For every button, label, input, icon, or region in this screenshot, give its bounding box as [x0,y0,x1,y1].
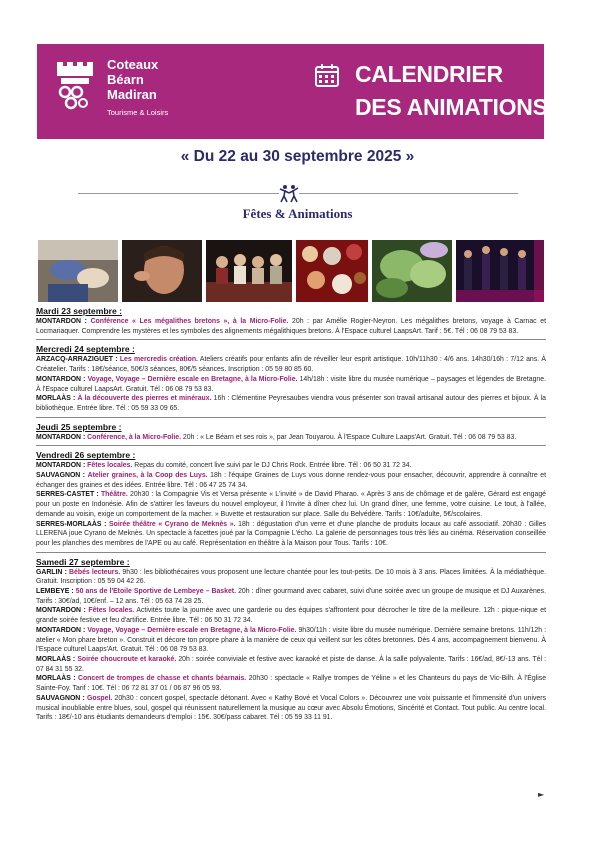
day-heading: Mardi 23 septembre : [36,306,122,316]
event-place: MONTARDON : [36,375,86,383]
event-details: Repas du comité, concert live suivi par le DJ Chris Rock. Entrée libre. Tél : 06 50 31 72 34. [134,462,412,470]
section-title: Fêtes & Animations [242,206,353,221]
event-details: 18h : dégustation d'un verre et d'une planche de produits locaux au café associatif. 20h30 : Gilles LLERENA joue Cyrano de Meknès. Un spectacle à facettes joué par la Compagnie L'écho. La galerie de personnages tous très liés au cinéma. Réservation conseillée pour les planches des membres de l'APE ou au café. Représentation en théâtre à la Maison pour Tous. Tarifs : 10€. [36,520,546,547]
event-details: 20h30 : concert gospel, spectacle détonant. Avec « Kathy Bové et Vocal Colors ». Découvrez une voix puissante et l'immensité d'un univers musical inoubliable entre blues, soul, gospel qui réunissent naturellement la musique au cœur avec Absolu Émotions, Sincérité et Contact. Tout public. Au centre local. Tarifs : 18€/-10 ans étudiants demandeurs d'emploi : 15€. 30€/pass cabaret. Tél : 05 59 33 11 91. [36,694,546,722]
event-title: Fêtes locales. [87,462,133,470]
photo-theatre-group [206,240,292,302]
banner-title-line2: DES ANIMATIONS [355,94,548,120]
event-title: Voyage, Voyage – Dernière escale en Bretagne, à la Micro-Folie. [87,375,298,383]
event-details: 20h : soirée conviviale et festive avec karaoké et piste de danse. À la salle polyvalente. Tarifs : 16€/ad, 8€/-13 ans. Tél : 07 84 31 55 32. [36,655,547,673]
event-details: 20h : par Amélie Rogier-Neyron. Les mégalithes bretons, voyage à Carnac et Locmariaquer. Comprendre les mystères et les symboles des alignements mégalithiques bretons. À l'Espace culturel LaapsArt. Tarif : 5€. Tél : 06 08 79 53 83. [36,318,546,335]
event-item [36,655,546,674]
event-details: 14h/18h : visite libre du musée numérique – paysages et légendes de Bretagne. À l'Espace culturel LaapsArt. Gratuit. Tél : 06 08 79 53 83. [36,375,547,393]
event-place: SAUVAGNON : [36,694,85,702]
event-item [36,433,546,447]
logo-text [107,57,158,102]
event-details: 20h : « Le Béarn et ses rois », par Jean Touyarou. À l'Espace Culture Laaps'Art. Gratuit. Tél : 06 08 79 53 83. [182,433,517,441]
event-item [36,694,546,723]
event-place: SERRES-MORLAÀS : [36,520,107,528]
event-place: LEMBEYE : [36,588,74,596]
event-place: MORLAÀS : [36,675,76,683]
event-item [36,674,546,693]
event-details: 18h : l'équipe Graines de Luys vous donne rendez-vous pour ensacher, découvrir, apprendre à connaître et échanger des graines et des idées. Entrée libre. Tél : 06 47 25 74 34. [36,472,546,489]
events-list [36,306,546,723]
event-item [36,394,546,417]
castle-grapes-logo-icon [55,56,95,116]
event-item [36,568,546,587]
photo-food-pastries [296,240,368,302]
next-page-arrow-icon[interactable]: ► [538,790,545,799]
event-title: Théâtre. [100,491,128,499]
event-item [36,606,546,625]
event-title: Voyage, Voyage – Dernière escale en Bretagne, à la Micro-Folie. [87,626,297,634]
day-heading: Samedi 27 septembre : [36,556,130,567]
event-title: Bébés lecteurs. [69,568,121,576]
event-title: Concert de trompes de chasse et chants béarnais. [78,675,247,683]
date-range: « Du 22 au 30 septembre 2025 » [180,148,415,165]
photo-hydrangea-flowers [372,240,452,302]
event-place: MONTARDON : [36,607,86,615]
banner-title [355,58,548,124]
event-place: MONTARDON : [36,318,87,325]
event-place: SAUVAGNON : [36,472,86,480]
dancing-figures-icon [279,183,299,205]
event-item [36,587,546,606]
event-title: Conférence, à la Micro-Folie. [87,433,181,441]
day-heading: Mercredi 24 septembre : [36,344,135,355]
event-title: Conférence « Les mégalithes bretons », à la Micro-Folie. [90,318,289,325]
event-details: Activités toute la journée avec une garderie ou des équipes s'affrontent pour décrocher le titre de la meilleure. 12h : pique-nique et grande soirée festive et feu d'artifice. Entrée libre. Tél : 06 50 31 72 34. [36,607,546,625]
day-heading: Vendredi 26 septembre : [36,450,136,461]
event-title: 50 ans de l'Etoile Sportive de Lembeye – Basket. [75,588,237,596]
banner-title-line1: CALENDRIER [355,61,503,87]
event-title: Atelier graines, à la Coop des Luys. [87,472,208,480]
event-details: 20h30 : spectacle « Rallye trompes de Yéline » et les Chanteurs du pays de Vic-Bilh. À l'Église Sainte-Foy. Tarif : 10€. Tél : 06 72 81 37 01 / 06 87 96 05 93. [36,675,547,693]
event-details: 9h30 : les bibliothécaires vous proposent une lecture chantée pour les tout-petits. De 10 mois à 3 ans. Places limitées. À la médiathèque. Gratuit. Inscription : 05 59 04 42 26. [36,568,547,586]
event-details: 20h : dîner gourmand avec cabaret, suivi d'une soirée avec un groupe de musique et DJ Auxarènes. Tarifs : 30€/ad, 10€/enf. – 12 ans. Tél : 05 63 74 28 25. [36,588,546,605]
event-place: SERRES-CASTET : [36,491,99,499]
logo-line: Béarn [107,72,144,87]
event-place: MONTARDON : [36,626,86,634]
event-place: MONTARDON : [36,433,86,441]
event-item [36,471,546,490]
event-place: GARLIN : [36,568,67,576]
event-title: Fêtes locales. [88,607,135,615]
event-title: Gospel. [87,694,113,702]
header-banner [37,44,548,139]
event-title: Les mercredis création. [119,356,198,364]
calendar-icon [314,62,340,88]
event-title: À la découverte des pierres et minéraux. [77,395,212,403]
logo-subtitle: Tourisme & Loisirs [107,108,169,117]
event-details: Ateliers créatifs pour enfants afin de réveiller leur esprit artistique. 10h/11h30 : 4/6 ans. 14h30/16h : 7/12 ans. À Créatelier. Tarifs : 18€/séance, 50€/3 séances, 80€/5 séances. Inscription : 05 59 80 85 60. [36,356,546,374]
logo-line: Coteaux [107,57,159,72]
photo-hands-workshop [38,240,118,302]
event-item [36,626,546,655]
event-place: MORLAÀS : [36,655,76,663]
event-details: 9h30/11h : visite libre du musée numérique. Dernière semaine bretons. 11h/12h : atelier « Mon phare breton ». Construit et décore ton propre phare à la manière de ceux qui veillent sur les côtes bretonnes. Dès 4 ans, accompagnement bienvenu. À l'Espace culturel Laaps'Art. Gratuit. Tél : 06 08 79 53 83. [36,626,547,654]
photo-strip [38,240,544,302]
event-title: Soirée théâtre « Cyrano de Meknès ». [109,520,236,528]
photo-stage-performers [456,240,544,302]
event-place: MORLAÀS : [36,395,76,403]
event-details: 16h : Clémentine Peyresaubes viendra vous présenter son travail artisanal autour des pierres et bijoux. À la bibliothèque. Entrée libre. Tél : 05 59 33 09 65. [36,395,546,412]
event-place: MONTARDON : [36,462,86,470]
event-item [36,375,546,394]
event-item [36,317,546,340]
event-item [36,355,546,374]
event-item [36,490,546,519]
event-title: Soirée choucroute et karaoké. [77,655,177,663]
event-details: 20h30 : la Compagnie Vis et Versa présente « L'invité » de David Pharao. « Après 3 ans de chômage et de galère, Gérard est engagé pour un poste en Indonésie. Afin de s'attirer les faveurs du nouvel employeur, il l'invite à dîner chez lui. Un grand dîner, une femme, votre cuisine. Le tout, à l'allée, demande au voisin, exige un comportement de la macher. » Buvette et restauration sur place. Salle du Belvédère. Tarifs : 10€/adulte, 5€/scolaires. [36,491,546,518]
event-place: ARZACQ-ARRAZIGUET : [36,356,118,364]
event-item [36,520,546,553]
day-heading: Jeudi 25 septembre : [36,421,122,432]
photo-man-portrait [122,240,202,302]
logo-line: Madiran [107,87,157,102]
event-item [36,461,546,471]
